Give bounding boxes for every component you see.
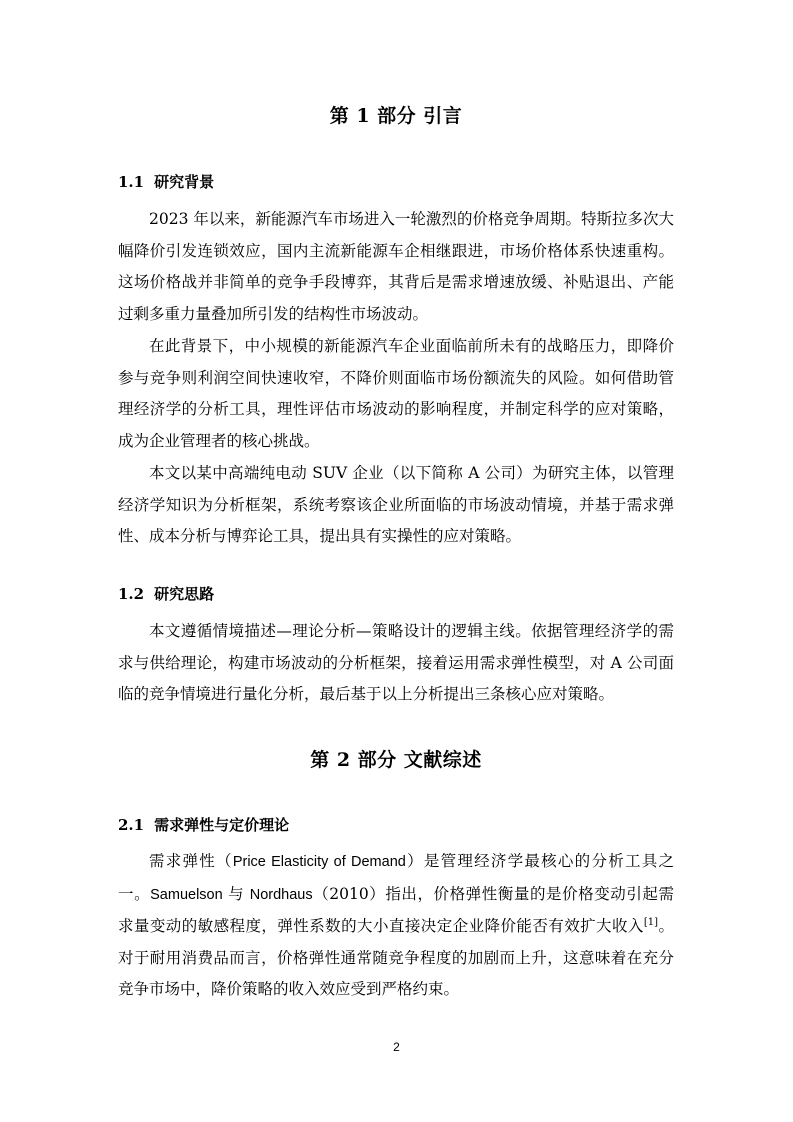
text-run: ）是管理经济学最核心的分析工具之一。 — [118, 852, 674, 903]
text-run: 。对于耐用消费品而言，价格弹性通常随竞争程度的加剧而上升，这意味着在充分竞争市场中，降价策略的收入效应受到严格约束。 — [118, 917, 674, 998]
paragraph: 在此背景下，中小规模的新能源汽车企业面临前所未有的战略压力，即降价参与竞争则利润空间快速收窄，不降价则面临市场份额流失的风险。如何借助管理经济学的分析工具，理性评估市场波动的影响程度，并制定科学的应对策略，成为企业管理者的核心挑战。 — [118, 337, 674, 450]
author-name: Samuelson — [150, 886, 223, 903]
paragraph: 本文以某中高端纯电动 SUV 企业（以下简称 A 公司）为研究主体，以管理经济学知识为分析框架，系统考察该企业所面临的市场波动情境，并基于需求弹性、成本分析与博弈论工具，提出具有实操性的应对策略。 — [118, 464, 674, 545]
section-1-2-heading — [118, 584, 214, 604]
section-title: 研究背景 — [154, 173, 215, 191]
citation-ref[interactable]: [1] — [643, 916, 659, 928]
section-number: 1.1 — [118, 173, 145, 191]
author-name: Nordhaus — [249, 886, 313, 903]
part-2-title: 第 2 部分 文献综述 — [310, 749, 482, 771]
section-number: 1.2 — [118, 585, 145, 603]
section-number: 2.1 — [118, 816, 145, 834]
paragraph — [118, 846, 674, 1006]
section-1-1-heading — [118, 172, 214, 192]
text-run: （2010）指出，价格弹性衡量的是价格变动引起需求量变动的敏感程度，弹性系数的大小直接决定企业降价能否有效扩大收入 — [118, 884, 674, 935]
page-number: 2 — [393, 1040, 400, 1054]
section-2-1-heading — [118, 815, 289, 835]
text-run: 需求弹性（ — [149, 852, 233, 870]
paragraph: 2023 年以来，新能源汽车市场进入一轮激烈的价格竞争周期。特斯拉多次大幅降价引发连锁效应，国内主流新能源车企相继跟进，市场价格体系快速重构。这场价格战并非简单的竞争手段博弈，其背后是需求增速放缓、补贴退出、产能过剩多重力量叠加所引发的结构性市场波动。 — [118, 210, 674, 323]
part-1-title: 第 1 部分 引言 — [329, 105, 463, 127]
term-english: Price Elasticity of Demand — [232, 854, 406, 870]
paragraph: 本文遵循情境描述—理论分析—策略设计的逻辑主线。依据管理经济学的需求与供给理论，构建市场波动的分析框架，接着运用需求弹性模型，对 A 公司面临的竞争情境进行量化分析，最后基于以上分析提出三条核心应对策略。 — [118, 622, 674, 703]
text-run: 与 — [222, 884, 250, 903]
section-title: 研究思路 — [154, 585, 215, 603]
section-title: 需求弹性与定价理论 — [154, 816, 290, 834]
